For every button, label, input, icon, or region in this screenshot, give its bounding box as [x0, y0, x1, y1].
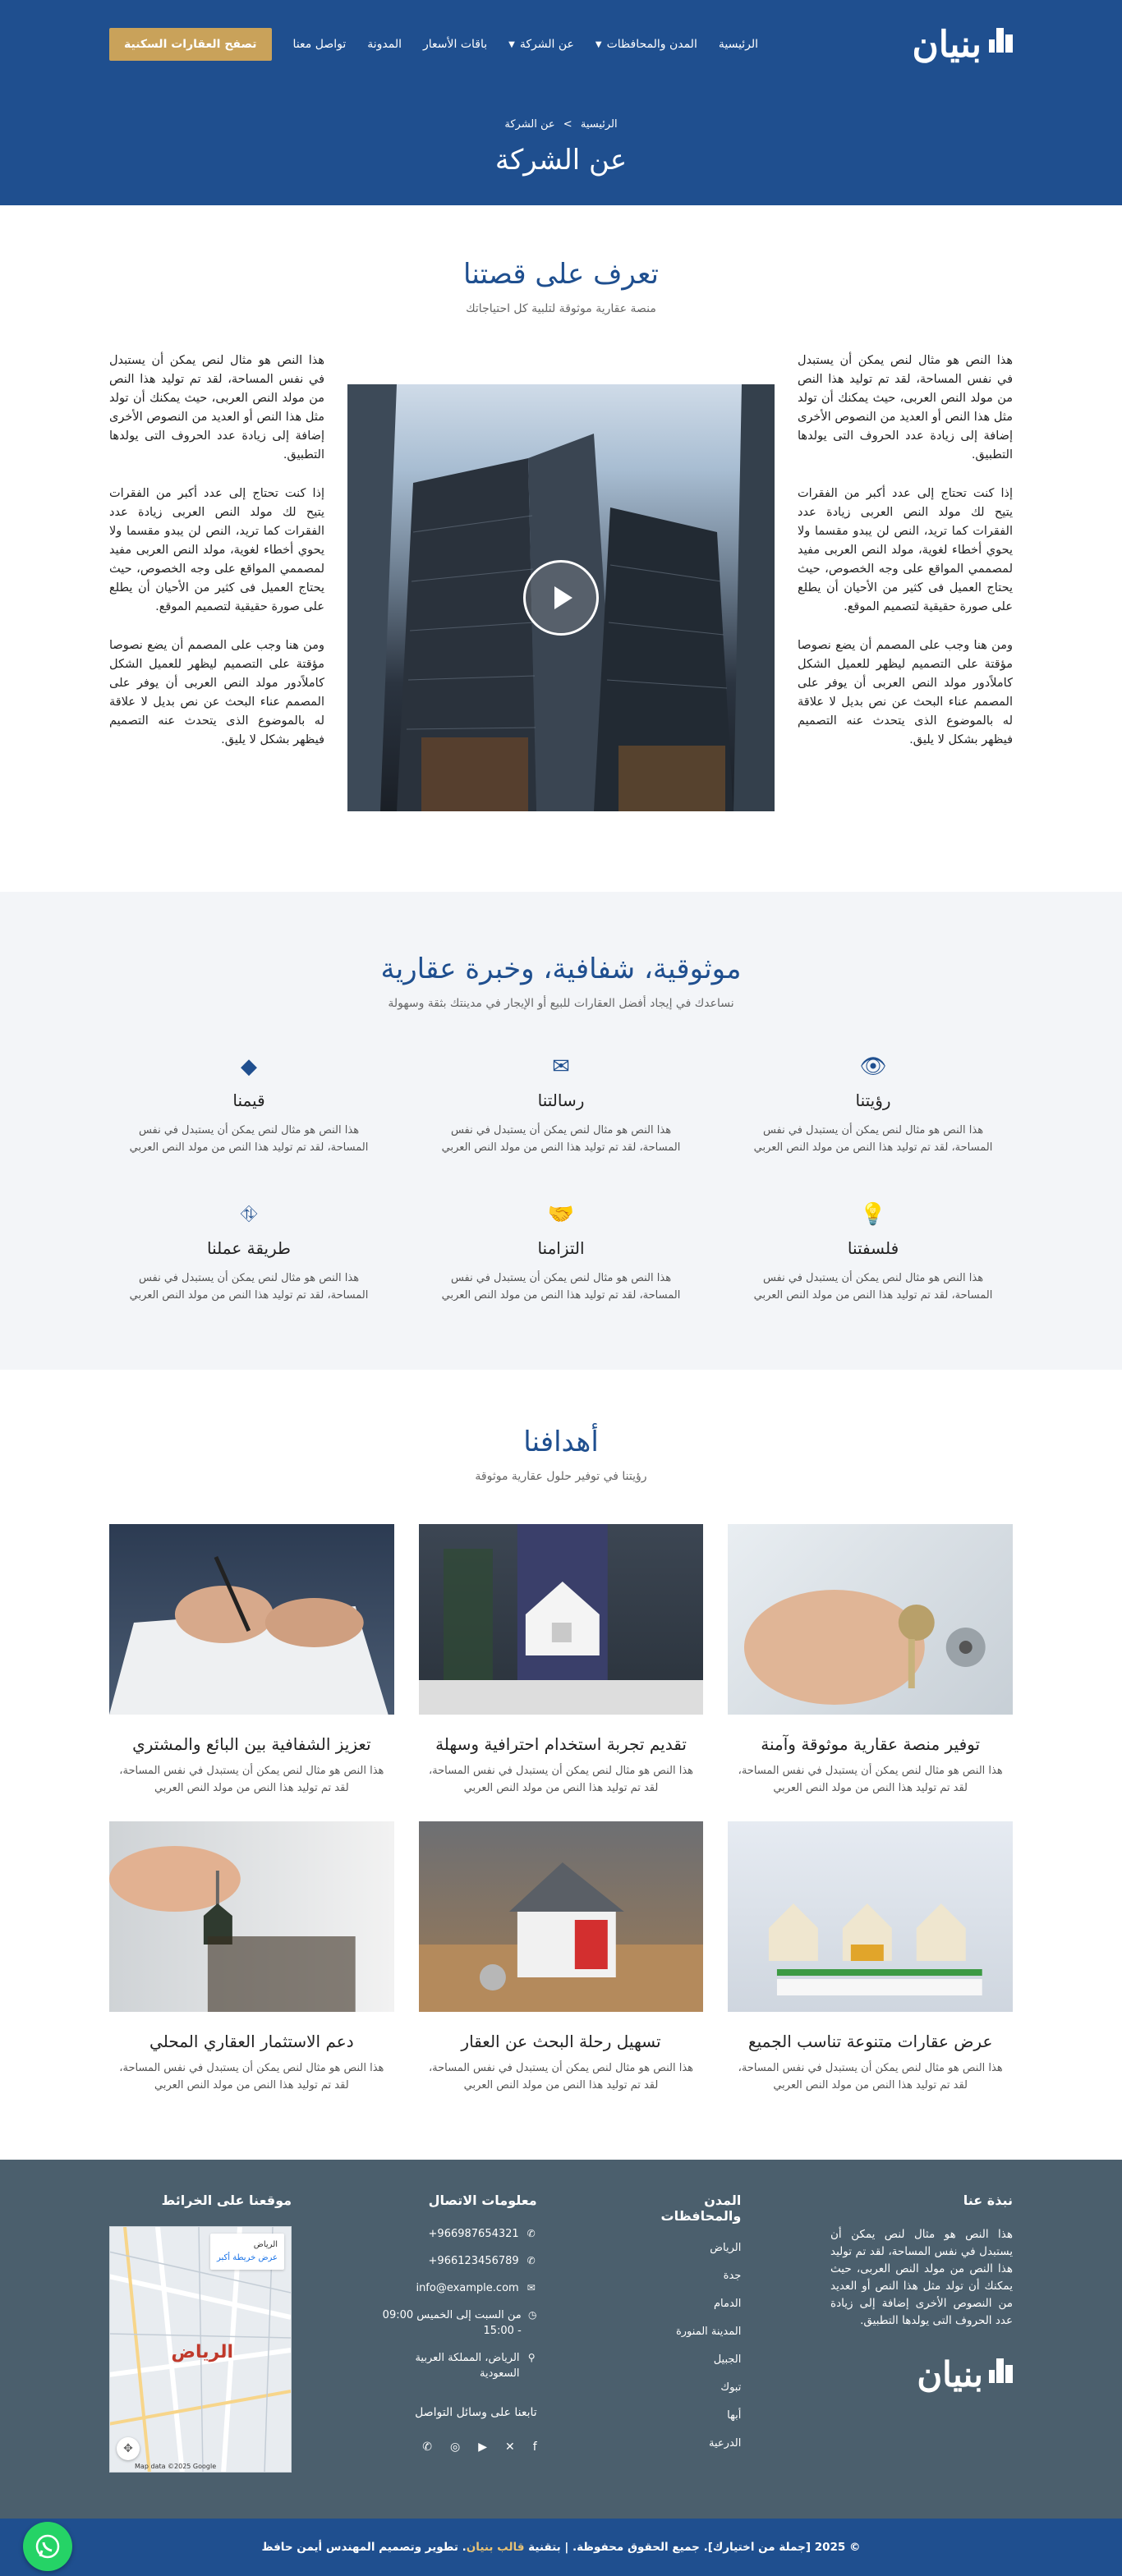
- value-card-commitment: 🤝 التزامنا هذا النص هو مثال لنص يمكن أن يستبدل في نفس المساحة، لقد تم توليد هذا النص من مولد النص العربي: [421, 1202, 701, 1304]
- diamond-icon: ◆: [241, 1054, 257, 1079]
- brand-logo[interactable]: [912, 24, 1013, 66]
- phone-icon: ✆: [527, 2228, 536, 2239]
- breadcrumb: [0, 118, 1122, 131]
- whatsapp-icon[interactable]: ✆: [422, 2441, 433, 2454]
- follow-label: تابعنا على وسائل التواصل: [415, 2406, 537, 2419]
- goal-card: تقديم تجربة استخدام احترافية وسهلة هذا النص هو مثال لنص يمكن أن يستبدل في نفس المساحة، لقد تم توليد هذا النص من مولد النص العربي: [419, 1524, 704, 1797]
- nav-menu: [109, 28, 758, 61]
- nav-item-pricing[interactable]: باقات الأسعار: [423, 38, 488, 51]
- breadcrumb-current: عن الشركة: [504, 118, 555, 131]
- value-card-vision: 👁 رؤيتنا هذا النص هو مثال لنص يمكن أن يستبدل في نفس المساحة، لقد تم توليد هذا النص من مولد النص العربي: [733, 1054, 1013, 1156]
- map-info-card: الرياض عرض خريطة أكبر: [210, 2234, 284, 2270]
- goal-image-red-house: [419, 1821, 704, 2012]
- workflow-icon: ⛗: [240, 1202, 258, 1227]
- goal-card: توفير منصة عقارية موثوقة وآمنة هذا النص هو مثال لنص يمكن أن يستبدل في نفس المساحة، لقد تم توليد هذا النص من مولد النص العربي: [728, 1524, 1013, 1797]
- map-locate-icon[interactable]: ✥: [117, 2437, 140, 2460]
- handshake-icon: 🤝: [547, 1202, 575, 1227]
- value-card-philosophy: 💡 فلسفتنا هذا النص هو مثال لنص يمكن أن يستبدل في نفس المساحة، لقد تم توليد هذا النص من مولد النص العربي: [733, 1202, 1013, 1304]
- goal-image-keys: [728, 1524, 1013, 1715]
- goal-card: عرض عقارات متنوعة تناسب الجميع هذا النص هو مثال لنص يمكن أن يستبدل في نفس المساحة، لقد تم توليد هذا النص من مولد النص العربي: [728, 1821, 1013, 2094]
- whatsapp-float-button[interactable]: [23, 2522, 72, 2571]
- envelope-icon: ✉: [552, 1054, 570, 1079]
- whatsapp-icon: [34, 2532, 62, 2560]
- city-link[interactable]: تبوك: [720, 2381, 742, 2394]
- main-nav: [109, 0, 1013, 89]
- values-subtitle: نساعدك في إيجاد أفضل العقارات للبيع أو الإيجار في مدينتك بثقة وسهولة: [388, 997, 734, 1010]
- goals-subtitle: رؤيتنا في توفير حلول عقارية موثوقة: [475, 1470, 647, 1483]
- city-link[interactable]: الدرعية: [709, 2437, 742, 2450]
- nav-item-blog[interactable]: المدونة: [367, 38, 402, 51]
- brand-name: بنيان: [912, 23, 982, 66]
- story-section: [0, 205, 1122, 892]
- browse-properties-button[interactable]: تصفح العقارات السكنية: [109, 28, 272, 61]
- values-title: موثوقية، شفافية، وخبرة عقارية: [380, 953, 742, 985]
- value-card-mission: ✉ رسالتنا هذا النص هو مثال لنص يمكن أن يستبدل في نفس المساحة، لقد تم توليد هذا النص من مولد النص العربي: [421, 1054, 701, 1156]
- envelope-icon: ✉: [527, 2282, 536, 2294]
- x-icon[interactable]: ✕: [505, 2441, 515, 2454]
- template-link[interactable]: قالب بنيان: [466, 2541, 525, 2554]
- instagram-icon[interactable]: ◎: [450, 2441, 461, 2454]
- goals-section: [0, 1370, 1122, 2160]
- play-icon: [554, 586, 572, 609]
- chevron-down-icon: ▼: [508, 39, 515, 49]
- map-pin-icon: ⚲: [527, 2352, 536, 2363]
- larger-map-link[interactable]: عرض خريطة أكبر: [216, 2253, 278, 2262]
- footer-map: موقعنا على الخرائط الرياض عرض خريطة أكبر الرياض ✥ Map data ©2025 Google: [109, 2193, 292, 2473]
- footer-contact: معلومات الاتصال ✆ +966987654321 ✆ +966123456789 ✉ info@example.com ◷ من السبت إلى الخميس 09:00 - 15:00 ⚲ الرياض، المملكة العربية السعودية تابعنا على وسائل التواصل f ✕ ▶ ◎ ✆: [382, 2193, 537, 2454]
- goal-image-house-models: [728, 1821, 1013, 2012]
- footer-about: نبذة عنا هذا النص هو مثال لنص يمكن أن يستبدل في نفس المساحة، لقد تم توليد هذا النص من مولد النص العربى، حيث يمكنك أن تولد مثل هذا النص أو العديد من النصوص الأخرى إضافة إلى زيادة عدد الحروف التى يولدها التطبيق. بنيان: [830, 2193, 1013, 2395]
- phone-row[interactable]: ✆ +966123456789: [428, 2255, 536, 2267]
- site-header: [0, 0, 1122, 205]
- building-icon: [988, 2355, 1013, 2383]
- city-link[interactable]: أبها: [727, 2409, 742, 2422]
- goal-card: تعزيز الشفافية بين البائع والمشتري هذا النص هو مثال لنص يمكن أن يستبدل في نفس المساحة، لقد تم توليد هذا النص من مولد النص العربي: [109, 1524, 394, 1797]
- story-title: تعرف على قصتنا: [463, 258, 659, 291]
- nav-item-cities[interactable]: المدن والمحافظات ▼: [595, 38, 697, 51]
- hours-row: ◷ من السبت إلى الخميس 09:00 - 15:00: [382, 2309, 537, 2337]
- copyright-bar: © 2025 [جملة من اختيارك]. جميع الحقوق محفوظة. | بتقنية قالب بنيان. تطوير وتصميم المهندس أيمن حافظ: [0, 2519, 1122, 2576]
- chevron-down-icon: ▼: [595, 39, 602, 49]
- nav-item-home[interactable]: الرئيسية: [718, 38, 759, 51]
- google-map[interactable]: [109, 2226, 292, 2473]
- play-button[interactable]: [523, 560, 599, 636]
- address-row: ⚲ الرياض، المملكة العربية السعودية: [381, 2350, 537, 2381]
- goal-card: دعم الاستثمار العقاري المحلي هذا النص هو مثال لنص يمكن أن يستبدل في نفس المساحة، لقد تم توليد هذا النص من مولد النص العربي: [109, 1821, 394, 2094]
- footer-logo[interactable]: بنيان: [830, 2354, 1013, 2395]
- city-link[interactable]: المدينة المنورة: [675, 2326, 742, 2338]
- site-footer: [0, 2160, 1122, 2519]
- breadcrumb-home[interactable]: الرئيسية: [580, 118, 618, 131]
- building-icon: [988, 25, 1013, 53]
- facebook-icon[interactable]: f: [532, 2441, 537, 2454]
- lightbulb-icon: 💡: [859, 1202, 887, 1227]
- goal-image-house-model: [419, 1524, 704, 1715]
- email-row[interactable]: ✉ info@example.com: [416, 2282, 536, 2294]
- values-section: [0, 892, 1122, 1370]
- value-card-values: ◆ قيمنا هذا النص هو مثال لنص يمكن أن يستبدل في نفس المساحة، لقد تم توليد هذا النص من مولد النص العربي: [109, 1054, 389, 1156]
- goal-card: تسهيل رحلة البحث عن العقار هذا النص هو مثال لنص يمكن أن يستبدل في نفس المساحة، لقد تم توليد هذا النص من مولد النص العربي: [419, 1821, 704, 2094]
- breadcrumb-separator: >: [563, 118, 572, 131]
- story-video[interactable]: [347, 384, 775, 811]
- map-attribution: Map data ©2025 Google: [135, 2463, 217, 2470]
- goal-image-keychain: [109, 1821, 394, 2012]
- story-text-right: هذا النص هو مثال لنص يمكن أن يستبدل في نفس المساحة، لقد تم توليد هذا النص من مولد النص العربى، حيث يمكنك أن تولد مثل هذا النص أو العديد من النصوص الأخرى إضافة إلى زيادة عدد الحروف التى يولدها التطبيق. إذا كنت تحتاج إلى عدد أكبر من الفقرات يتيح لك مولد النص العربى زيادة عدد الفقرات كما تريد، النص لن يبدو مقسما ولا يحوي أخطاء لغوية، مولد النص العربى مفيد لمصممي المواقع على وجه الخصوص، حيث يحتاج العميل فى كثير من الأحيان أن يطلع على صورة حقيقية لتصميم الموقع. ومن هنا وجب على المصمم أن يضع نصوصا مؤقتة على التصميم ليظهر للعميل الشكل كاملاًدور مولد النص العربى أن يوفر على المصمم عناء البحث عن نص بديل لا علاقة له بالموضوع الذى يتحدث عنه التصميم فيظهر بشكل لا يليق.: [798, 354, 1013, 746]
- nav-item-contact[interactable]: تواصل معنا: [292, 38, 347, 51]
- footer-cities: المدن والمحافظات الرياض جدة الدمام المدينة المنورة الجبيل تبوك أبها الدرعية: [626, 2193, 741, 2473]
- city-link[interactable]: الرياض: [710, 2242, 742, 2254]
- clock-icon: ◷: [527, 2309, 537, 2321]
- story-text-left: هذا النص هو مثال لنص يمكن أن يستبدل في نفس المساحة، لقد تم توليد هذا النص من مولد النص العربى، حيث يمكنك أن تولد مثل هذا النص أو العديد من النصوص الأخرى إضافة إلى زيادة عدد الحروف التى يولدها التطبيق. إذا كنت تحتاج إلى عدد أكبر من الفقرات يتيح لك مولد النص العربى زيادة عدد الفقرات كما تريد، النص لن يبدو مقسما ولا يحوي أخطاء لغوية، مولد النص العربى مفيد لمصممي المواقع على وجه الخصوص، حيث يحتاج العميل فى كثير من الأحيان أن يطلع على صورة حقيقية لتصميم الموقع. ومن هنا وجب على المصمم أن يضع نصوصا مؤقتة على التصميم ليظهر للعميل الشكل كاملاًدور مولد النص العربى أن يوفر على المصمم عناء البحث عن نص بديل لا علاقة له بالموضوع الذى يتحدث عنه التصميم فيظهر بشكل لا يليق.: [109, 354, 324, 746]
- city-link[interactable]: الجبيل: [713, 2353, 742, 2366]
- city-link[interactable]: جدة: [723, 2270, 742, 2282]
- goal-image-signing: [109, 1524, 394, 1715]
- nav-item-about[interactable]: عن الشركة ▼: [508, 38, 574, 51]
- map-city-label: الرياض: [171, 2342, 234, 2362]
- value-card-workflow: ⛗ طريقة عملنا هذا النص هو مثال لنص يمكن أن يستبدل في نفس المساحة، لقد تم توليد هذا النص من مولد النص العربي: [109, 1202, 389, 1304]
- phone-icon: ✆: [527, 2255, 536, 2266]
- page-title: عن الشركة: [494, 144, 628, 177]
- social-links: [381, 2441, 537, 2454]
- story-subtitle: منصة عقارية موثوقة لتلبية كل احتياجاتك: [466, 302, 656, 315]
- phone-row[interactable]: ✆ +966987654321: [428, 2228, 536, 2240]
- city-link[interactable]: الدمام: [713, 2298, 742, 2310]
- eye-icon: 👁: [859, 1054, 887, 1079]
- goals-title: أهدافنا: [523, 1426, 599, 1458]
- youtube-icon[interactable]: ▶: [478, 2441, 488, 2454]
